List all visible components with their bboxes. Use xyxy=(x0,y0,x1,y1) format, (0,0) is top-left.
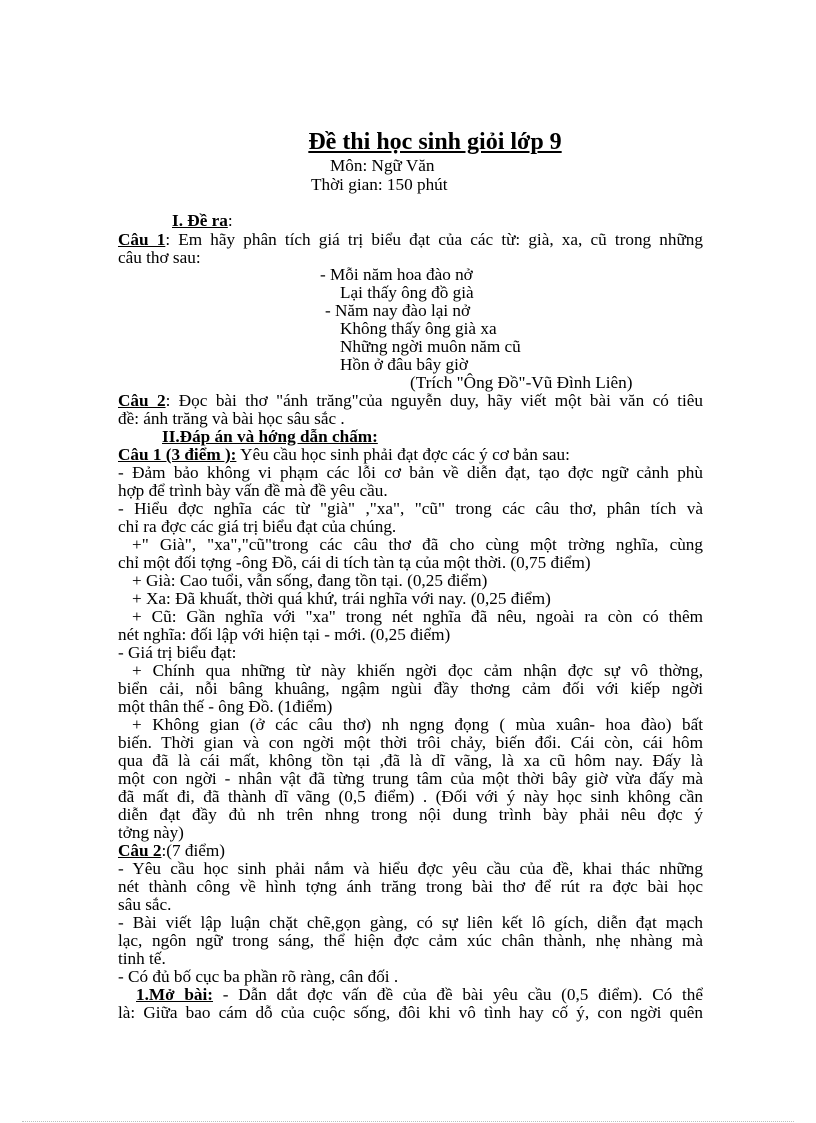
answer-line: chỉ ra đợc các giá trị biểu đạt của chúng. xyxy=(118,517,397,536)
poem-line: - Mỗi năm hoa đào nở xyxy=(320,265,473,284)
answer-line: hợp để trình bày vấn đề mà đề yêu cầu. xyxy=(118,481,388,500)
answer-line: - Có đủ bố cục ba phần rõ ràng, cân đối . xyxy=(118,967,399,986)
answer-line: một con ngời - nhân vật đã từng trung tâm của một thời bây giờ vừa đấy mà xyxy=(118,769,703,788)
c2-label: Câu 2 xyxy=(118,841,162,860)
poem-line: Lại thấy ông đồ già xyxy=(340,283,474,302)
q2-line-1 xyxy=(118,392,703,410)
answer-line: - Yêu cầu học sinh phải nắm và hiểu đợc yêu cầu của đề, khai thác những xyxy=(118,859,703,878)
answer-line: nét thành công về hình tợng ánh trăng trong bài thơ để rút ra đợc bài học xyxy=(118,877,703,896)
mo-bai-text: - Dẫn dắt đợc vấn đề của đề bài yêu cầu (0,5 điểm). Có thể xyxy=(213,985,703,1004)
answer-line: + Cũ: Gần nghĩa với "xa" trong nét nghĩa đã nêu, ngoài ra còn có thêm xyxy=(132,607,703,626)
q1-line-1 xyxy=(118,231,703,249)
answer-line: + Xa: Đã khuất, thời quá khứ, trái nghĩa với nay. (0,25 điểm) xyxy=(132,589,551,608)
section-1-heading-colon: : xyxy=(227,211,233,230)
answer-line: sâu sắc. xyxy=(118,895,172,914)
poem-line: - Năm nay đào lại nở xyxy=(325,301,471,320)
answer-line: lạc, ngôn ngữ trong sáng, thể hiện đợc cảm xúc chân thành, nhẹ nhàng mà xyxy=(118,931,703,950)
poem-citation: (Trích "Ông Đồ"-Vũ Đình Liên) xyxy=(410,373,633,392)
answer-line: chỉ một đối tợng -ông Đồ, cái di tích tàn tạ của một thời. (0,75 điểm) xyxy=(118,553,591,572)
answer-line: đã mất đi, đã thành dĩ vãng (0,5 điểm) . (Đối với ý này học sinh không cần xyxy=(118,787,703,806)
q1-label: Câu 1 xyxy=(118,230,166,249)
answer-line: + Già: Cao tuổi, vẫn sống, đang tồn tại. (0,25 điểm) xyxy=(132,571,488,590)
mo-bai-line xyxy=(136,986,703,1004)
poem-line: Những ngời muôn năm cũ xyxy=(340,337,521,356)
q2-line-2: đề: ánh trăng và bài học sâu sắc . xyxy=(118,409,345,428)
answer-line: - Hiểu đợc nghĩa các từ "già" ,"xa", "cũ" trong các câu thơ, phân tích và xyxy=(118,499,703,518)
answer-line: - Bài viết lập luận chặt chẽ,gọn gàng, có sự liên kết lô gích, diễn đạt mạch xyxy=(118,913,703,932)
section-1-heading-text: I. Đề ra xyxy=(172,211,228,230)
section-1-heading xyxy=(172,212,757,230)
q1-text: : Em hãy phân tích giá trị biểu đạt của các từ: già, xa, cũ trong những xyxy=(165,230,703,249)
q2-text: : Đọc bài thơ "ánh trăng"của nguyễn duy, hãy viết một bài văn có tiêu xyxy=(165,391,703,410)
section-2-heading: II.Đáp án và hớng dẫn chấm: xyxy=(162,427,378,446)
answer-line: +" Già", "xa","cũ"trong các câu thơ đã cho cùng một trờng nghĩa, cùng xyxy=(132,535,703,554)
subject-line: Môn: Ngữ Văn xyxy=(330,156,435,175)
q1-line-2: câu thơ sau: xyxy=(118,248,201,267)
answer-line: nét nghĩa: đối lập với hiện tại - mới. (0,25 điểm) xyxy=(118,625,451,644)
time-line: Thời gian: 150 phút xyxy=(311,175,448,194)
answer-line: tinh tế. xyxy=(118,949,166,968)
answer-line: + Không gian (ở các câu thơ) nh ngng đọng ( mùa xuân- hoa đào) bất xyxy=(132,715,703,734)
c1-label: Câu 1 (3 điểm ): xyxy=(118,445,237,464)
page-bottom-divider xyxy=(22,1121,794,1122)
answer-line: một thân thế - ông Đồ. (1điểm) xyxy=(118,697,333,716)
c1-intro: Yêu cầu học sinh phải đạt đợc các ý cơ bản sau: xyxy=(236,445,570,464)
exam-title: Đề thi học sinh giỏi lớp 9 xyxy=(308,129,562,155)
answer-line: là: Giữa bao cám dỗ của cuộc sống, đôi khi vô tình hay cố ý, con ngời quên xyxy=(118,1003,703,1022)
poem-line: Không thấy ông già xa xyxy=(340,319,497,338)
answer-line: + Chính qua những từ này khiến ngời đọc cảm nhận đợc sự vô thờng, xyxy=(132,661,703,680)
answer-line: - Giá trị biểu đạt: xyxy=(118,643,237,662)
poem-line: Hồn ở đâu bây giờ xyxy=(340,355,468,374)
answer-line: diễn đạt đầy đủ nh trên nhng trong nội dung trình bày phải nêu đợc ý xyxy=(118,805,703,824)
answer-line: biển cải, nỗi bâng khuâng, ngậm ngùi đầy thơng cảm đối với kiếp ngời xyxy=(118,679,703,698)
c1-line xyxy=(118,446,703,464)
answer-line: biến. Thời gian và con ngời một thời trôi chảy, biến đổi. Cái còn, cái hôm xyxy=(118,733,703,752)
c2-points: :(7 điểm) xyxy=(161,841,225,860)
c2-line xyxy=(118,842,703,860)
mo-bai-label: 1.Mở bài: xyxy=(136,985,214,1004)
answer-line: tởng này) xyxy=(118,823,184,842)
answer-line: qua đã là cái mất, không tồn tại ,đã là dĩ vãng, là xa cũ hôm nay. Đấy là xyxy=(118,751,703,770)
answer-line: - Đảm bảo không vi phạm các lỗi cơ bản về diễn đạt, tạo đợc ngữ cảnh phù xyxy=(118,463,703,482)
q2-label: Câu 2 xyxy=(118,391,166,410)
